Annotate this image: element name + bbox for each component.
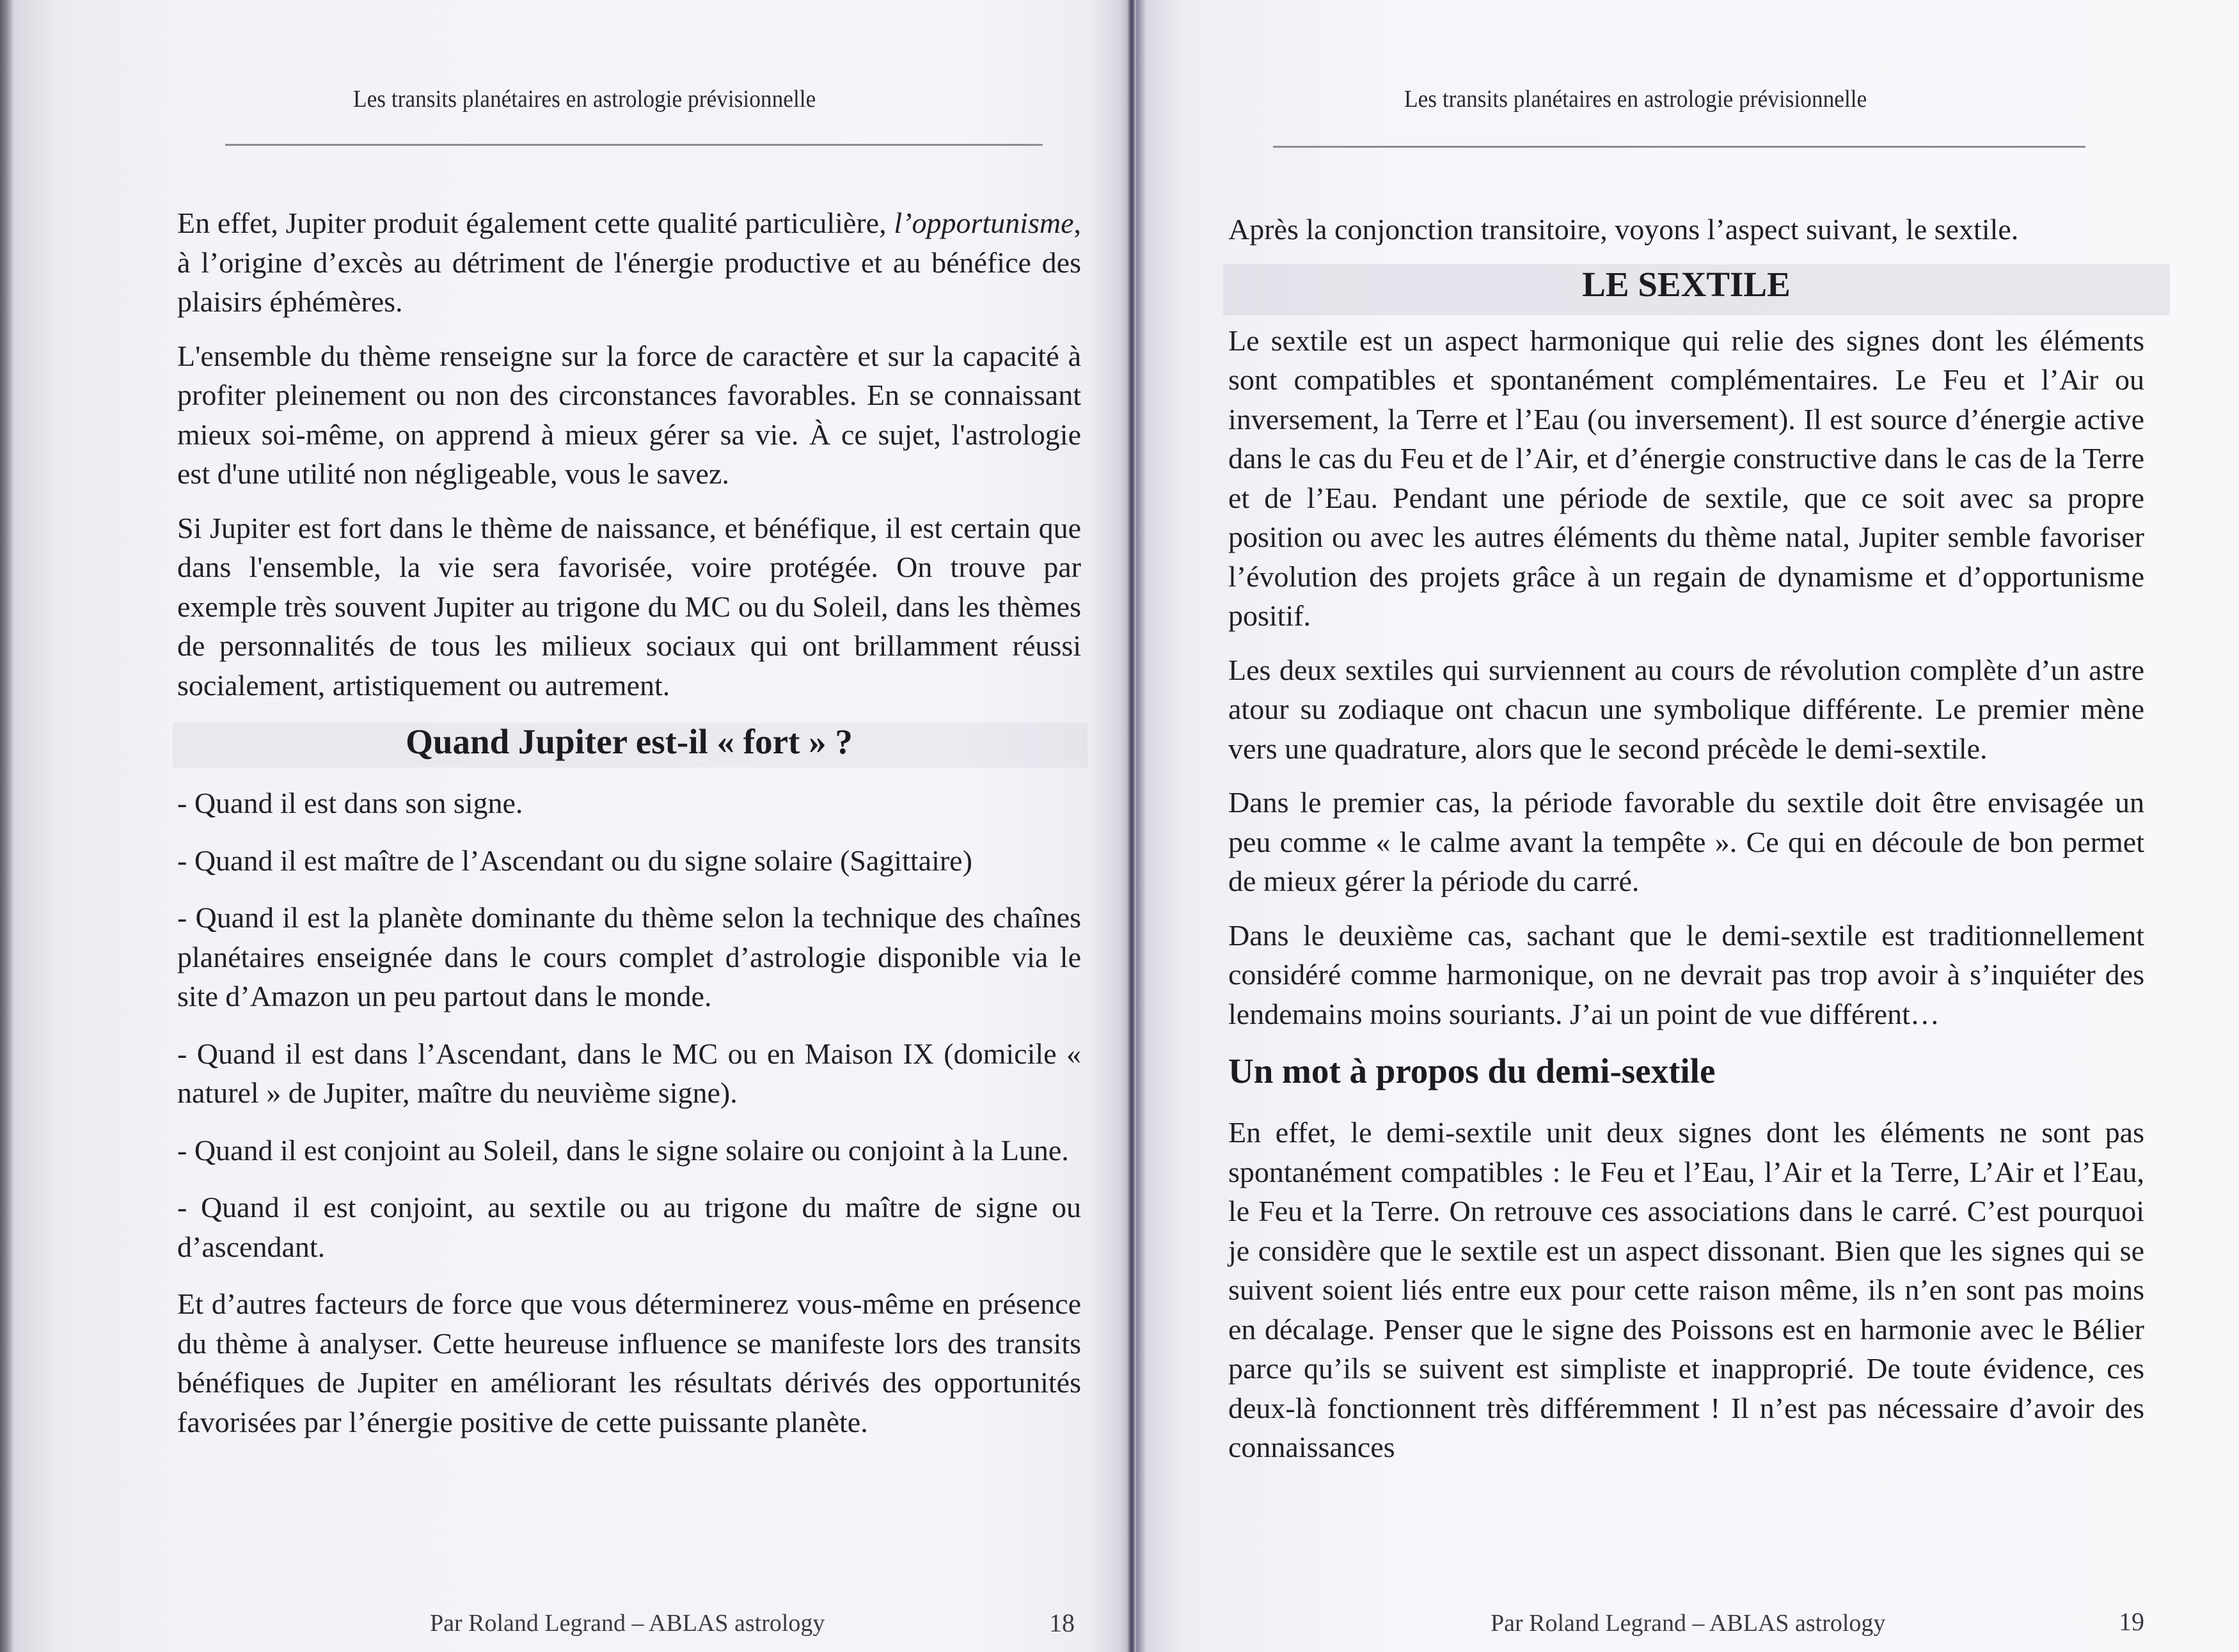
- running-head: Les transits planétaires en astrologie prévisionnelle: [353, 86, 816, 113]
- list-item: - Quand il est maître de l’Ascendant ou du signe solaire (Sagittaire): [177, 844, 972, 877]
- paragraph: [177, 203, 1081, 322]
- list-item: - Quand il est dans l’Ascendant, dans le MC ou en Maison IX (domicile « naturel » de Jupiter, maître du neuvième signe).: [177, 1037, 1081, 1109]
- list-item: - Quand il est conjoint au Soleil, dans le signe solaire ou conjoint à la Lune.: [177, 1133, 1069, 1167]
- paragraph: Les deux sextiles qui surviennent au cours de révolution complète d’un astre atour su zodiaque ont chacun une symbolique différente. Le premier mène vers une quadrature, alors que le second précède le demi-sextile.: [1228, 653, 2144, 765]
- text-run: En effet, Jupiter produit également cette qualité particulière,: [177, 207, 894, 239]
- subsection-heading: Un mot à propos du demi-sextile: [1228, 1051, 1716, 1090]
- list-item: - Quand il est la planète dominante du thème selon la technique des chaînes planétaires enseignée dans le cours complet d’astrologie disponible via le site d’Amazon un peu partout dans le monde.: [177, 901, 1081, 1012]
- paragraph: Si Jupiter est fort dans le thème de naissance, et bénéfique, il est certain que dans l'ensemble, la vie sera favorisée, voire protégée. On trouve par exemple très souvent Jupiter au trigone du MC ou du Soleil, dans les thèmes de personnalités de tous les milieux sociaux qui ont brillamment réussi socialement, artistiquement ou autrement.: [177, 511, 1081, 702]
- list-item: - Quand il est dans son signe.: [177, 787, 523, 819]
- book-spine-gutter: [1127, 0, 1136, 1652]
- page-footer: Par Roland Legrand – ABLAS astrology: [1491, 1610, 1886, 1637]
- paragraph: Dans le premier cas, la période favorable du sextile doit être envisagée un peu comme « le calme avant la tempête ». Ce qui en découle de bon permet de mieux gérer la période du carré.: [1228, 786, 2144, 897]
- text-run: , à l’origine d’excès au détriment de l'énergie productive et au bénéfice des plaisirs éphémères.: [177, 207, 1081, 318]
- intro-paragraph: Après la conjonction transitoire, voyons l’aspect suivant, le sextile.: [1228, 213, 2019, 246]
- paragraph: Le sextile est un aspect harmonique qui relie des signes dont les éléments sont compatibles et spontanément complémentaires. Le Feu et l’Air ou inversement, la Terre et l’Eau (ou inversement). Il est source d’énergie active dans le cas du Feu et de l’Air, et d’énergie constructive dans le cas de la Terre et de l’Eau. Pendant une période de sextile, que ce soit avec sa propre position ou avec les autres éléments du thème natal, Jupiter semble favoriser l’évolution des projets grâce à un regain de dynamisme et d’opportunisme positif.: [1228, 324, 2144, 632]
- header-rule: [225, 144, 1043, 146]
- section-heading: LE SEXTILE: [1582, 264, 1791, 304]
- left-page-body: [177, 203, 1081, 1456]
- paragraph: L'ensemble du thème renseigne sur la force de caractère et sur la capacité à profiter pleinement ou non des circonstances favorables. En se connaissant mieux soi-même, on apprend à mieux gérer sa vie. À ce sujet, l'astrologie est d'une utilité non négligeable, vous le savez.: [177, 339, 1081, 490]
- list-item: - Quand il est conjoint, au sextile ou au trigone du maître de signe ou d’ascendant.: [177, 1191, 1081, 1263]
- right-page-body: [1228, 210, 2144, 1482]
- emphasis-opportunisme: l’opportunisme: [894, 207, 1074, 239]
- right-page: [1134, 0, 2239, 1652]
- paragraph: Et d’autres facteurs de force que vous déterminerez vous-même en présence du thème à analyser. Cette heureuse influence se manifeste lors des transits bénéfiques de Jupiter en améliorant les résultats dérivés des opportunités favorisées par l’énergie positive de cette puissante planète.: [177, 1287, 1081, 1438]
- section-heading: Quand Jupiter est-il « fort » ?: [406, 722, 853, 761]
- paragraph: En effet, le demi-sextile unit deux signes dont les éléments ne sont pas spontanément compatibles : le Feu et l’Eau, l’Air et la Terre, L’Air et l’Eau, le Feu et la Terre. On retrouve ces associations dans le carré. C’est pourquoi je considère que le sextile est un aspect dissonant. Bien que les signes qui se suivent soient liés entre eux pour cette raison même, ils n’en sont pas moins en décalage. Penser que le signe des Poissons est en harmonie avec le Bélier parce qu’ils se suivent est simpliste et inapproprié. De toute évidence, ces deux-là fonctionnent très différemment ! Il n’est pas nécessaire d’avoir des connaissances: [1228, 1116, 2144, 1463]
- header-rule: [1273, 146, 2085, 148]
- page-number: 18: [1049, 1609, 1075, 1637]
- page-number: 19: [2119, 1607, 2144, 1636]
- page-footer: Par Roland Legrand – ABLAS astrology: [430, 1610, 825, 1637]
- running-head: Les transits planétaires en astrologie prévisionnelle: [1404, 86, 1867, 113]
- paragraph: Dans le deuxième cas, sachant que le demi-sextile est traditionnellement considéré comme harmonique, on ne devrait pas trop avoir à s’inquiéter des lendemains moins souriants. J’ai un point de vue différent…: [1228, 918, 2144, 1030]
